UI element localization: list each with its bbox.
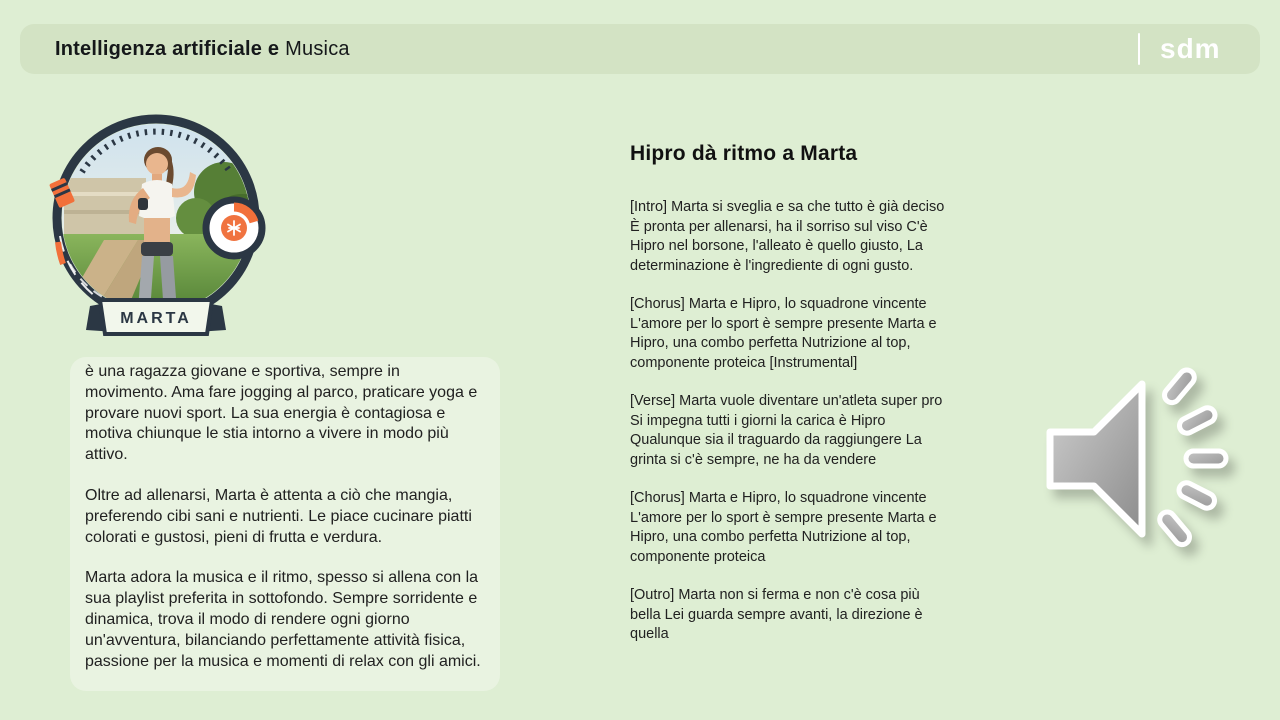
bio-paragraph: Marta adora la musica e il ritmo, spesso si allena con la sua playlist preferita in sottofondo. Sempre sorridente e dinamica, trova il modo di rendere ogni giorno un'avventura, bilanciando perfettamente attività fisica, passione per la musica e momenti di relax con gli amici. bbox=[85, 569, 481, 670]
lyrics-column bbox=[630, 142, 952, 664]
header-bar bbox=[20, 24, 1260, 74]
speaker-body[interactable] bbox=[1050, 384, 1142, 534]
lyrics-paragraph: [Outro] Marta non si ferma e non c'è cosa più bella Lei guarda sempre avanti, la direzione è quella bbox=[630, 587, 923, 642]
page-title bbox=[55, 38, 350, 61]
sound-wave-dashes bbox=[1157, 367, 1226, 548]
page-title-bold: Intelligenza artificiale e bbox=[55, 37, 280, 60]
badge-sub-emblem bbox=[206, 200, 262, 256]
speaker-icon[interactable] bbox=[1038, 366, 1238, 556]
lyrics-paragraph: [Chorus] Marta e Hipro, lo squadrone vincente L'amore per lo sport è sempre presente Marta e Hipro, una combo perfetta Nutrizione al top, componente proteica bbox=[630, 490, 937, 565]
lyrics-paragraph: [Intro] Marta si sveglia e sa che tutto è già deciso È pronta per allenarsi, ha il sorriso sul viso C'è Hipro nel borsone, l'alleato è quello giusto, La determinazione è l'ingrediente di ogni gusto. bbox=[630, 199, 945, 274]
lyrics-paragraph: [Verse] Marta vuole diventare un'atleta super pro Si impegna tutti i giorni la carica è Hipro Qualunque sia il traguardo da raggiungere La grinta si c'è sempre, ne ha da vendere bbox=[630, 393, 943, 468]
header-logo-area bbox=[1138, 24, 1238, 74]
bio-paragraph: è una ragazza giovane e sportiva, sempre in movimento. Ama fare jogging al parco, praticare yoga e provare nuovi sport. La sua energia è contagiosa e motiva chiunque le stia intorno a vivere in modo più attivo. bbox=[85, 363, 478, 464]
sdm-logo: sdm bbox=[1160, 33, 1221, 64]
bio-paragraphs bbox=[85, 362, 485, 672]
lyrics-title: Hipro dà ritmo a Marta bbox=[630, 142, 858, 165]
bio-box bbox=[70, 357, 500, 691]
badge-name-ribbon bbox=[86, 300, 226, 334]
lyrics-paragraphs bbox=[630, 198, 952, 645]
marta-badge-graphic bbox=[46, 106, 266, 342]
logo-separator bbox=[1138, 33, 1140, 65]
marta-badge bbox=[46, 106, 266, 342]
lyrics-paragraph: [Chorus] Marta e Hipro, lo squadrone vincente L'amore per lo sport è sempre presente Marta e Hipro, una combo perfetta Nutrizione al top, componente proteica [Instrumental] bbox=[630, 296, 937, 371]
badge-name-label: MARTA bbox=[120, 310, 192, 327]
page-title-regular: Musica bbox=[285, 37, 350, 60]
audio-player[interactable] bbox=[1038, 366, 1238, 556]
bio-paragraph: Oltre ad allenarsi, Marta è attenta a ciò che mangia, preferendo cibi sani e nutrienti. Le piace cucinare piatti colorati e gustosi, pieni di frutta e verdura. bbox=[85, 486, 472, 546]
